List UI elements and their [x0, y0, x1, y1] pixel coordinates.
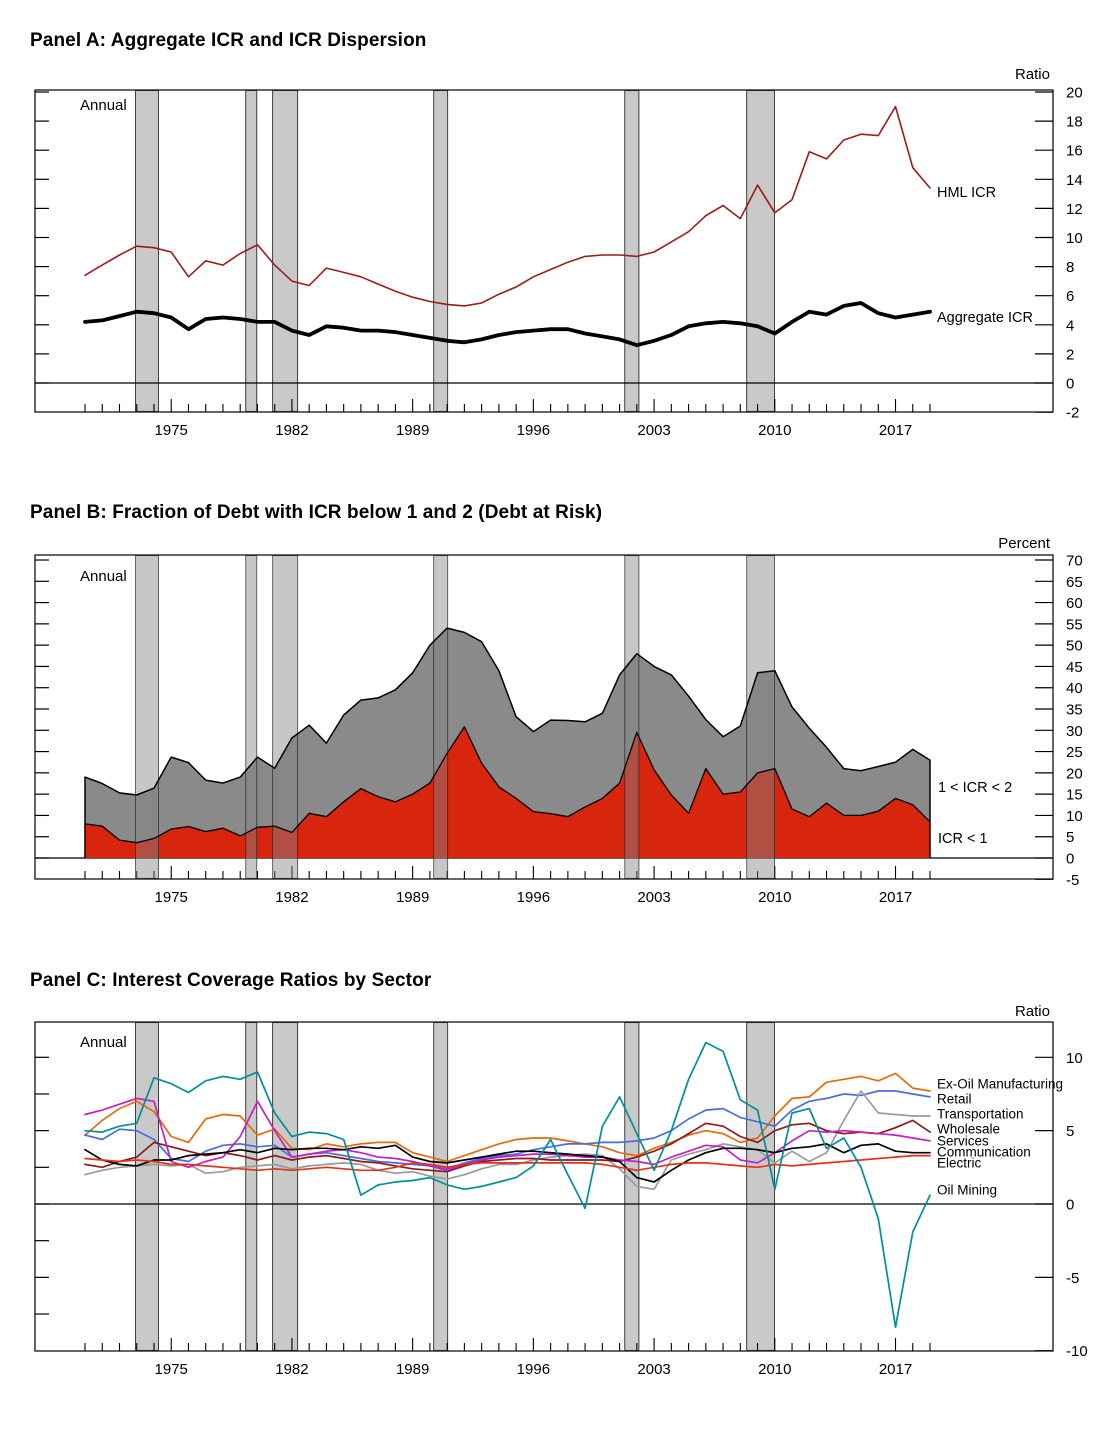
y-tick-label: 45	[1066, 658, 1083, 676]
y-tick-label: 55	[1066, 616, 1083, 634]
recession-band	[625, 91, 639, 412]
recession-band	[434, 91, 448, 412]
y-tick-label: 6	[1066, 288, 1075, 306]
x-tick-label: 2010	[758, 1361, 792, 1378]
x-tick-label: 2017	[878, 422, 913, 439]
x-tick-label: 1982	[275, 889, 309, 906]
x-tick-label: 1996	[516, 1361, 551, 1378]
panel-a-plot	[35, 85, 1083, 440]
x-tick-label: 2017	[878, 889, 913, 906]
legend-oil-mining: Oil Mining	[937, 1182, 998, 1198]
y-tick-label: 4	[1066, 317, 1075, 335]
y-tick-label: 2	[1066, 346, 1075, 364]
x-tick-label: 1982	[275, 1361, 309, 1378]
recession-band	[136, 91, 159, 412]
series-aggregate-icr-line	[85, 303, 930, 345]
legend-wholesale: Wholesale	[937, 1121, 1001, 1137]
series-hml-icr-line	[85, 107, 930, 306]
plot-frame	[35, 90, 1053, 412]
legend-retail: Retail	[937, 1091, 972, 1107]
x-tick-label: 1996	[516, 422, 551, 439]
x-tick-label: 1989	[395, 889, 430, 906]
y-tick-label: 20	[1066, 765, 1083, 783]
recession-band	[434, 556, 448, 879]
panel-a-unit-label: Ratio	[1014, 66, 1050, 83]
panel-c-title: Panel C: Interest Coverage Ratios by Sector	[30, 970, 432, 991]
panel-b-title: Panel B: Fraction of Debt with ICR below 1 and 2 (Debt at Risk)	[30, 502, 603, 523]
x-tick-label: 1989	[395, 422, 430, 439]
icr-1-to-2-label: 1 < ICR < 2	[938, 780, 1013, 796]
x-tick-label: 2003	[637, 889, 671, 906]
panel-a-title: Panel A: Aggregate ICR and ICR Dispersion	[30, 30, 427, 51]
y-tick-label: -5	[1066, 871, 1080, 889]
recession-bands	[136, 91, 775, 412]
x-tick-label: 2017	[878, 1361, 913, 1378]
y-tick-label: 14	[1066, 171, 1083, 189]
y-tick-label: 16	[1066, 142, 1083, 160]
x-tick-label: 1996	[516, 889, 551, 906]
y-tick-label: 70	[1066, 552, 1083, 570]
recession-band	[136, 556, 159, 879]
y-tick-label: 30	[1066, 722, 1083, 740]
legend-communication: Communication	[937, 1144, 1031, 1160]
legend-transportation: Transportation	[937, 1106, 1024, 1122]
panel-a-frequency-label: Annual	[80, 97, 127, 114]
y-tick-label: 0	[1066, 850, 1075, 868]
series-oil-mining-line	[85, 1043, 930, 1328]
recession-band	[625, 556, 639, 879]
y-tick-label: 12	[1066, 200, 1083, 218]
recession-band	[434, 1023, 448, 1351]
recession-band	[136, 1023, 159, 1351]
y-tick-label: 5	[1066, 829, 1075, 847]
y-tick-label: 10	[1066, 1049, 1083, 1067]
recession-band	[747, 556, 775, 879]
y-tick-label: 5	[1066, 1123, 1075, 1141]
recession-band	[273, 1023, 298, 1351]
panel-c-frequency-label: Annual	[80, 1034, 127, 1051]
x-tick-label: 2003	[637, 422, 671, 439]
panel-b-plot	[35, 553, 1083, 906]
recession-band	[747, 1023, 775, 1351]
y-tick-label: 0	[1066, 1196, 1075, 1214]
y-tick-label: 10	[1066, 230, 1083, 247]
y-tick-label: 20	[1066, 84, 1083, 102]
y-tick-label: -5	[1066, 1269, 1080, 1287]
x-tick-label: 1982	[275, 422, 309, 439]
recession-band	[747, 91, 775, 412]
recession-band	[246, 91, 257, 412]
y-tick-label: -10	[1066, 1343, 1088, 1361]
x-tick-label: 1975	[154, 889, 188, 906]
panel-c-unit-label: Ratio	[1014, 1003, 1050, 1020]
x-tick-label: 1975	[154, 422, 188, 439]
aggregate-icr-label: Aggregate ICR	[937, 310, 1033, 326]
legend-ex-oil-manufacturing: Ex-Oil Manufacturing	[937, 1076, 1064, 1092]
recession-band	[273, 91, 298, 412]
icr-below-1-label: ICR < 1	[938, 831, 988, 847]
y-tick-label: 10	[1066, 807, 1083, 825]
y-tick-label: 18	[1066, 113, 1083, 131]
x-tick-label: 1989	[395, 1361, 430, 1378]
legend-electric: Electric	[937, 1155, 982, 1171]
x-tick-label: 2003	[637, 1361, 671, 1378]
hml-icr-label: HML ICR	[937, 185, 997, 201]
series-transportation-line	[85, 1091, 930, 1189]
y-tick-label: 50	[1066, 637, 1083, 655]
x-tick-label: 2010	[758, 422, 792, 439]
panel-b-frequency-label: Annual	[80, 568, 127, 585]
x-tick-label: 2010	[758, 889, 792, 906]
y-tick-label: 15	[1066, 786, 1083, 804]
x-tick-label: 1975	[154, 1361, 188, 1378]
y-tick-label: 60	[1066, 595, 1083, 613]
y-tick-label: 40	[1066, 680, 1083, 698]
y-tick-label: 0	[1066, 375, 1075, 393]
y-tick-label: 35	[1066, 701, 1083, 719]
recession-band	[246, 1023, 257, 1351]
legend-services: Services	[937, 1133, 989, 1149]
y-tick-label: -2	[1066, 404, 1080, 422]
y-tick-label: 25	[1066, 744, 1083, 762]
y-tick-label: 65	[1066, 573, 1083, 591]
panel-b-unit-label: Percent	[998, 535, 1050, 552]
y-tick-label: 8	[1066, 259, 1075, 277]
panel-c-plot	[35, 1022, 1088, 1378]
